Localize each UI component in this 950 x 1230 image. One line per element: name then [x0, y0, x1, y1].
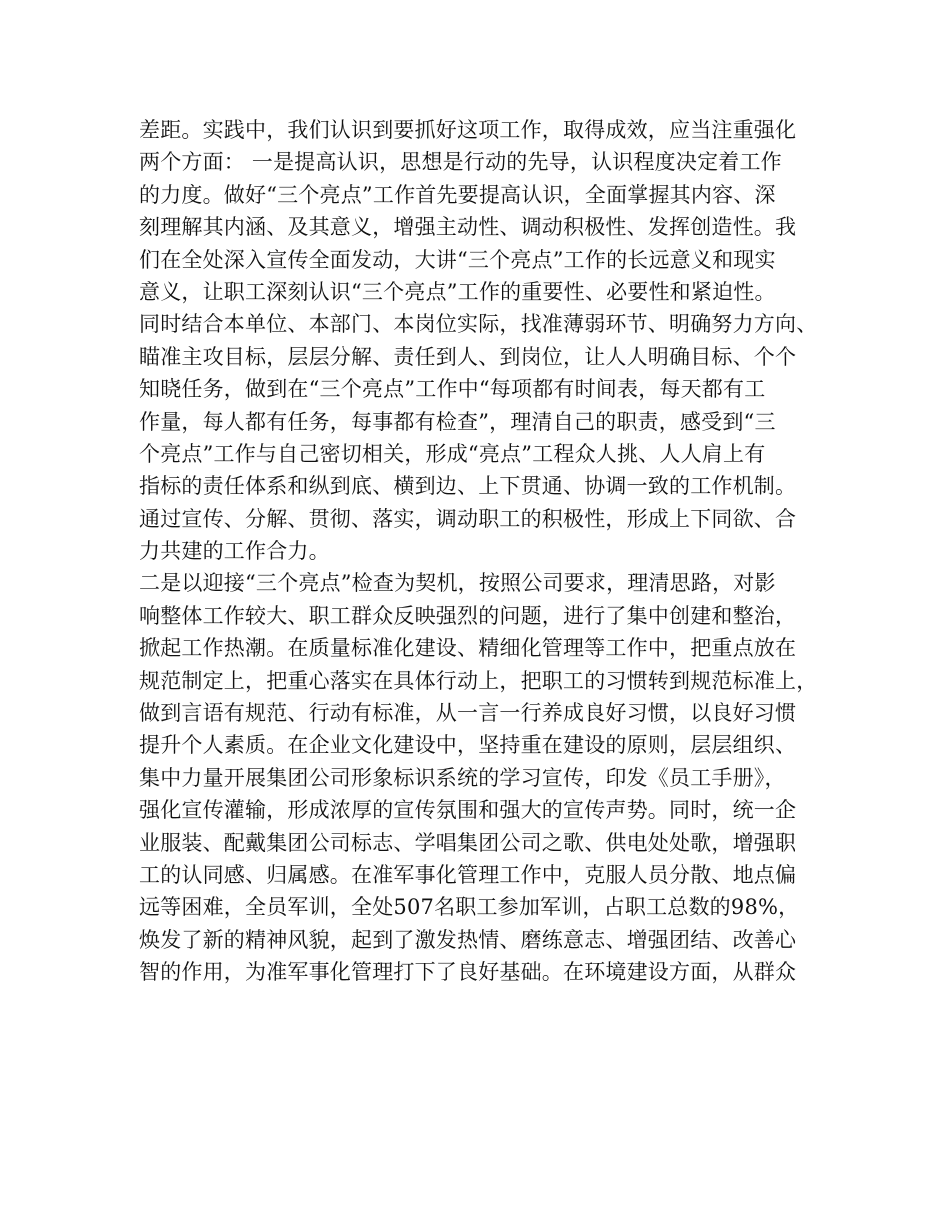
text-line: 两个方面： 一是提高认识，思想是行动的先导，认识程度决定着工作 [139, 150, 782, 175]
text-line: 瞄准主攻目标，层层分解、责任到人、到岗位，让人人明确目标、个个 [139, 344, 797, 369]
text-line: 的力度。做好“三个亮点”工作首先要提高认识，全面掌握其内容、深 [139, 182, 776, 207]
text-line: 业服装、配戴集团公司标志、学唱集团公司之歌、供电处处歌，增强职 [139, 830, 797, 855]
text-line: 们在全处深入宣传全面发动，大讲“三个亮点”工作的长远意义和现实 [139, 247, 776, 272]
text-line: 强化宣传灌输，形成浓厚的宣传氛围和强大的宣传声势。同时，统一企 [139, 798, 797, 823]
text-line: 意义，让职工深刻认识“三个亮点”工作的重要性、必要性和紧迫性。 [139, 279, 776, 304]
text-line: 力共建的工作合力。 [139, 539, 330, 564]
text-line: 个亮点”工作与自己密切相关，形成“亮点”工程众人挑、人人肩上有 [139, 441, 766, 466]
text-line: 工的认同感、归属感。在准军事化管理工作中，克服人员分散、地点偏 [139, 862, 797, 887]
text-line: 差距。实践中，我们认识到要抓好这项工作，取得成效，应当注重强化 [139, 118, 797, 142]
text-line: 远等困难，全员军训，全处507名职工参加军训，占职工总数的98%， [139, 895, 800, 920]
text-line: 知晓任务，做到在“三个亮点”工作中“每项都有时间表，每天都有工 [139, 377, 766, 402]
text-line: 集中力量开展集团公司形象标识系统的学习宣传，印发《员工手册》， [139, 765, 786, 790]
text-line: 通过宣传、分解、贯彻、落实，调动职工的积极性，形成上下同欲、合 [139, 506, 797, 531]
text-line: 刻理解其内涵、及其意义，增强主动性、调动积极性、发挥创造性。我 [139, 215, 797, 240]
text-line: 提升个人素质。在企业文化建设中，坚持重在建设的原则，层层组织、 [139, 733, 797, 758]
text-line: 规范制定上，把重心落实在具体行动上，把职工的习惯转到规范标准上， [139, 668, 818, 693]
text-line: 二是以迎接“三个亮点”检查为契机，按照公司要求，理清思路，对影 [139, 571, 776, 596]
text-line: 焕发了新的精神风貌，起到了激发热情、磨练意志、增强团结、改善心 [139, 927, 797, 952]
text-line: 作量，每人都有任务，每事都有检查”，理清自己的职责，感受到“三 [139, 409, 776, 434]
text-line: 响整体工作较大、职工群众反映强烈的问题，进行了集中创建和整治， [139, 603, 797, 628]
body-text [139, 114, 829, 989]
text-line: 做到言语有规范、行动有标准，从一言一行养成良好习惯，以良好习惯 [139, 701, 797, 726]
text-line: 智的作用，为准军事化管理打下了良好基础。在环境建设方面，从群众 [139, 960, 797, 985]
text-line: 指标的责任体系和纵到底、横到边、上下贯通、协调一致的工作机制。 [139, 474, 797, 499]
text-line: 掀起工作热潮。在质量标准化建设、精细化管理等工作中，把重点放在 [139, 636, 797, 661]
text-line: 同时结合本单位、本部门、本岗位实际，找准薄弱环节、明确努力方向、 [139, 312, 818, 337]
